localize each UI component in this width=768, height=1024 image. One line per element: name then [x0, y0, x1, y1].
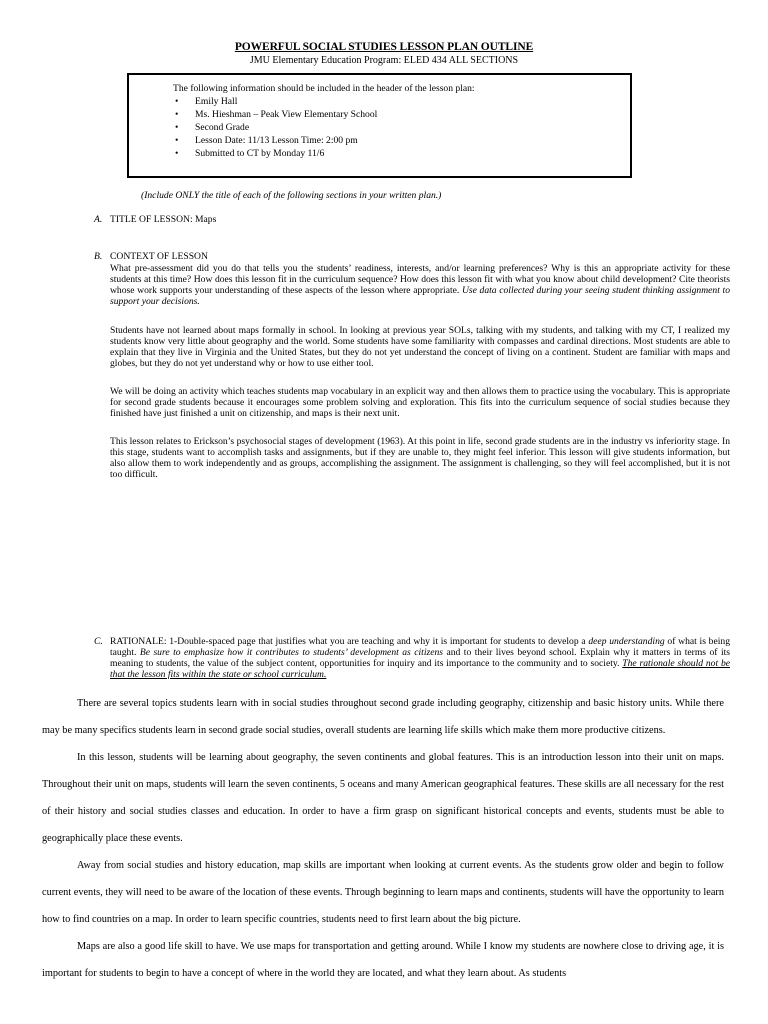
section-a-title: TITLE OF LESSON: Maps	[110, 214, 217, 225]
bullet-icon: •	[175, 109, 179, 121]
section-b-letter: B.	[94, 251, 103, 262]
prompt-italic-text: Use data collected during your seeing student thinking assignment to support your decisions.	[110, 285, 730, 308]
header-item-text: Lesson Date: 11/13 Lesson Time: 2:00 pm	[195, 135, 358, 147]
header-item-lesson-date	[173, 134, 377, 147]
header-item-grade	[173, 121, 377, 134]
header-item-text: Emily Hall	[195, 96, 238, 107]
context-paragraph-3: This lesson relates to Erickson’s psychosocial stages of development (1963). At this point in life, second grade students are in the industry vs inferiority stage. In this stage, students want to accomplish tasks and assignments, but if they are unable to, they might feel inferior. This lesson will give students information, but also allow them to work independently and as groups, accomplishing the assignment. The assignment is challenging, so they will feel accomplished, but it is not too difficult.	[110, 436, 730, 481]
section-b-title: CONTEXT OF LESSON	[110, 251, 208, 262]
essay-paragraph-1: There are several topics students learn with in social studies throughout second grade including geography, citizenship and basic history units. While there may be many specifics students learn in second grade social studies, overall students are learning life skills which make them more productive citizens.	[42, 698, 724, 736]
header-item-submitted	[173, 147, 377, 160]
header-item-school	[173, 108, 377, 121]
context-paragraph-2: We will be doing an activity which teaches students map vocabulary in an explicit way and then allows them to practice using the vocabulary. This is appropriate for second grade students because it encourages some problem solving and exploration. This fits into the curriculum sequence of social studies because they finished have just finished a unit on citizenship, and maps is their next unit.	[110, 386, 730, 420]
bullet-icon: •	[175, 135, 179, 147]
bullet-icon: •	[175, 148, 179, 160]
header-item-text: Ms. Hieshman – Peak View Elementary School	[195, 109, 378, 121]
essay-paragraph-3: Away from social studies and history education, map skills are important when looking at current events. As the students grow older and begin to follow current events, they will need to be aware of the location of these events. Through beginning to learn maps and continents, students will have the opportunity to learn how to find countries on a map. In order to learn specific countries, students need to first learn about the big picture.	[42, 860, 724, 925]
document-title: POWERFUL SOCIAL STUDIES LESSON PLAN OUTLINE	[234, 41, 534, 53]
bullet-icon: •	[175, 122, 179, 134]
rationale-italic-text: Be sure to emphasize how it contributes to students’ development as citizens	[139, 647, 444, 659]
rationale-text: and to their lives beyond school. Explain why it matters in terms of its meaning to students, the value of the subject content, opportunities for inquiry and its importance to the community and to society.	[110, 647, 731, 670]
section-a-letter: A.	[94, 214, 103, 225]
rationale-text: RATIONALE: 1-Double-spaced page that justifies what you are teaching and why it is important for students to develop a	[110, 636, 589, 647]
essay-paragraph-2: In this lesson, students will be learning about geography, the seven continents and global features. This is an introduction lesson into their unit on maps. Throughout their unit on maps, students will learn the seven continents, 5 oceans and many American geographical features. These skills are all necessary for the rest of their history and social studies classes and education. In order to have a firm grasp on significant historical concepts and events, students must be able to geographically place these events.	[42, 752, 724, 844]
context-paragraph-1: Students have not learned about maps formally in school. In looking at previous year SOLs, talking with my students, and talking with my CT, I realized my students know very little about geography and the world. Some students have some familiarity with compasses and cardinal directions. Most students are able to explain that they live in Virginia and the United States, but they do not yet understand the concept of living on a continent. Student are familiar with maps and globes, but they do not yet understand why or how to use either tool.	[110, 325, 730, 370]
rationale-body	[110, 636, 730, 680]
section-b-prompt	[110, 263, 730, 307]
rationale-italic-text: deep understanding	[588, 636, 665, 647]
section-c-rationale	[94, 636, 731, 681]
header-item-name	[173, 95, 377, 108]
document-subtitle: JMU Elementary Education Program: ELED 434 ALL SECTIONS	[249, 55, 519, 66]
rationale-underlined-text: The rationale should not be that the lesson fits within the state or school curriculum.	[110, 658, 730, 681]
essay-paragraph-4: Maps are also a good life skill to have. We use maps for transportation and getting around. While I know my students are nowhere close to driving age, it is important for students to begin to have a concept of where in the world they are located, and what they learn about. As students	[42, 941, 724, 979]
prompt-text: What pre-assessment did you do that tells you the students’ readiness, interests, and/or learning preferences? Why is this an appropriate activity for these students at this time? How does this lesson fit in the curriculum sequence? How does this lesson fit with what you know about child development? Cite theorists whose work supports your understanding of these aspects of the lesson where appropriate.	[110, 263, 730, 297]
rationale-text: of what is being taught.	[110, 636, 730, 659]
header-item-text: Submitted to CT by Monday 11/6	[195, 148, 325, 160]
bullet-icon: •	[175, 96, 179, 107]
header-box-intro: The following information should be included in the header of the lesson plan:	[173, 83, 475, 94]
header-box-list	[173, 95, 377, 160]
header-info-box	[127, 73, 632, 178]
section-b-heading	[94, 251, 208, 262]
header-item-text: Second Grade	[195, 122, 250, 134]
include-note: (Include ONLY the title of each of the following sections in your written plan.)	[141, 190, 442, 201]
section-c-letter: C.	[94, 636, 103, 647]
rationale-essay	[42, 690, 724, 987]
section-a-heading	[94, 214, 216, 225]
